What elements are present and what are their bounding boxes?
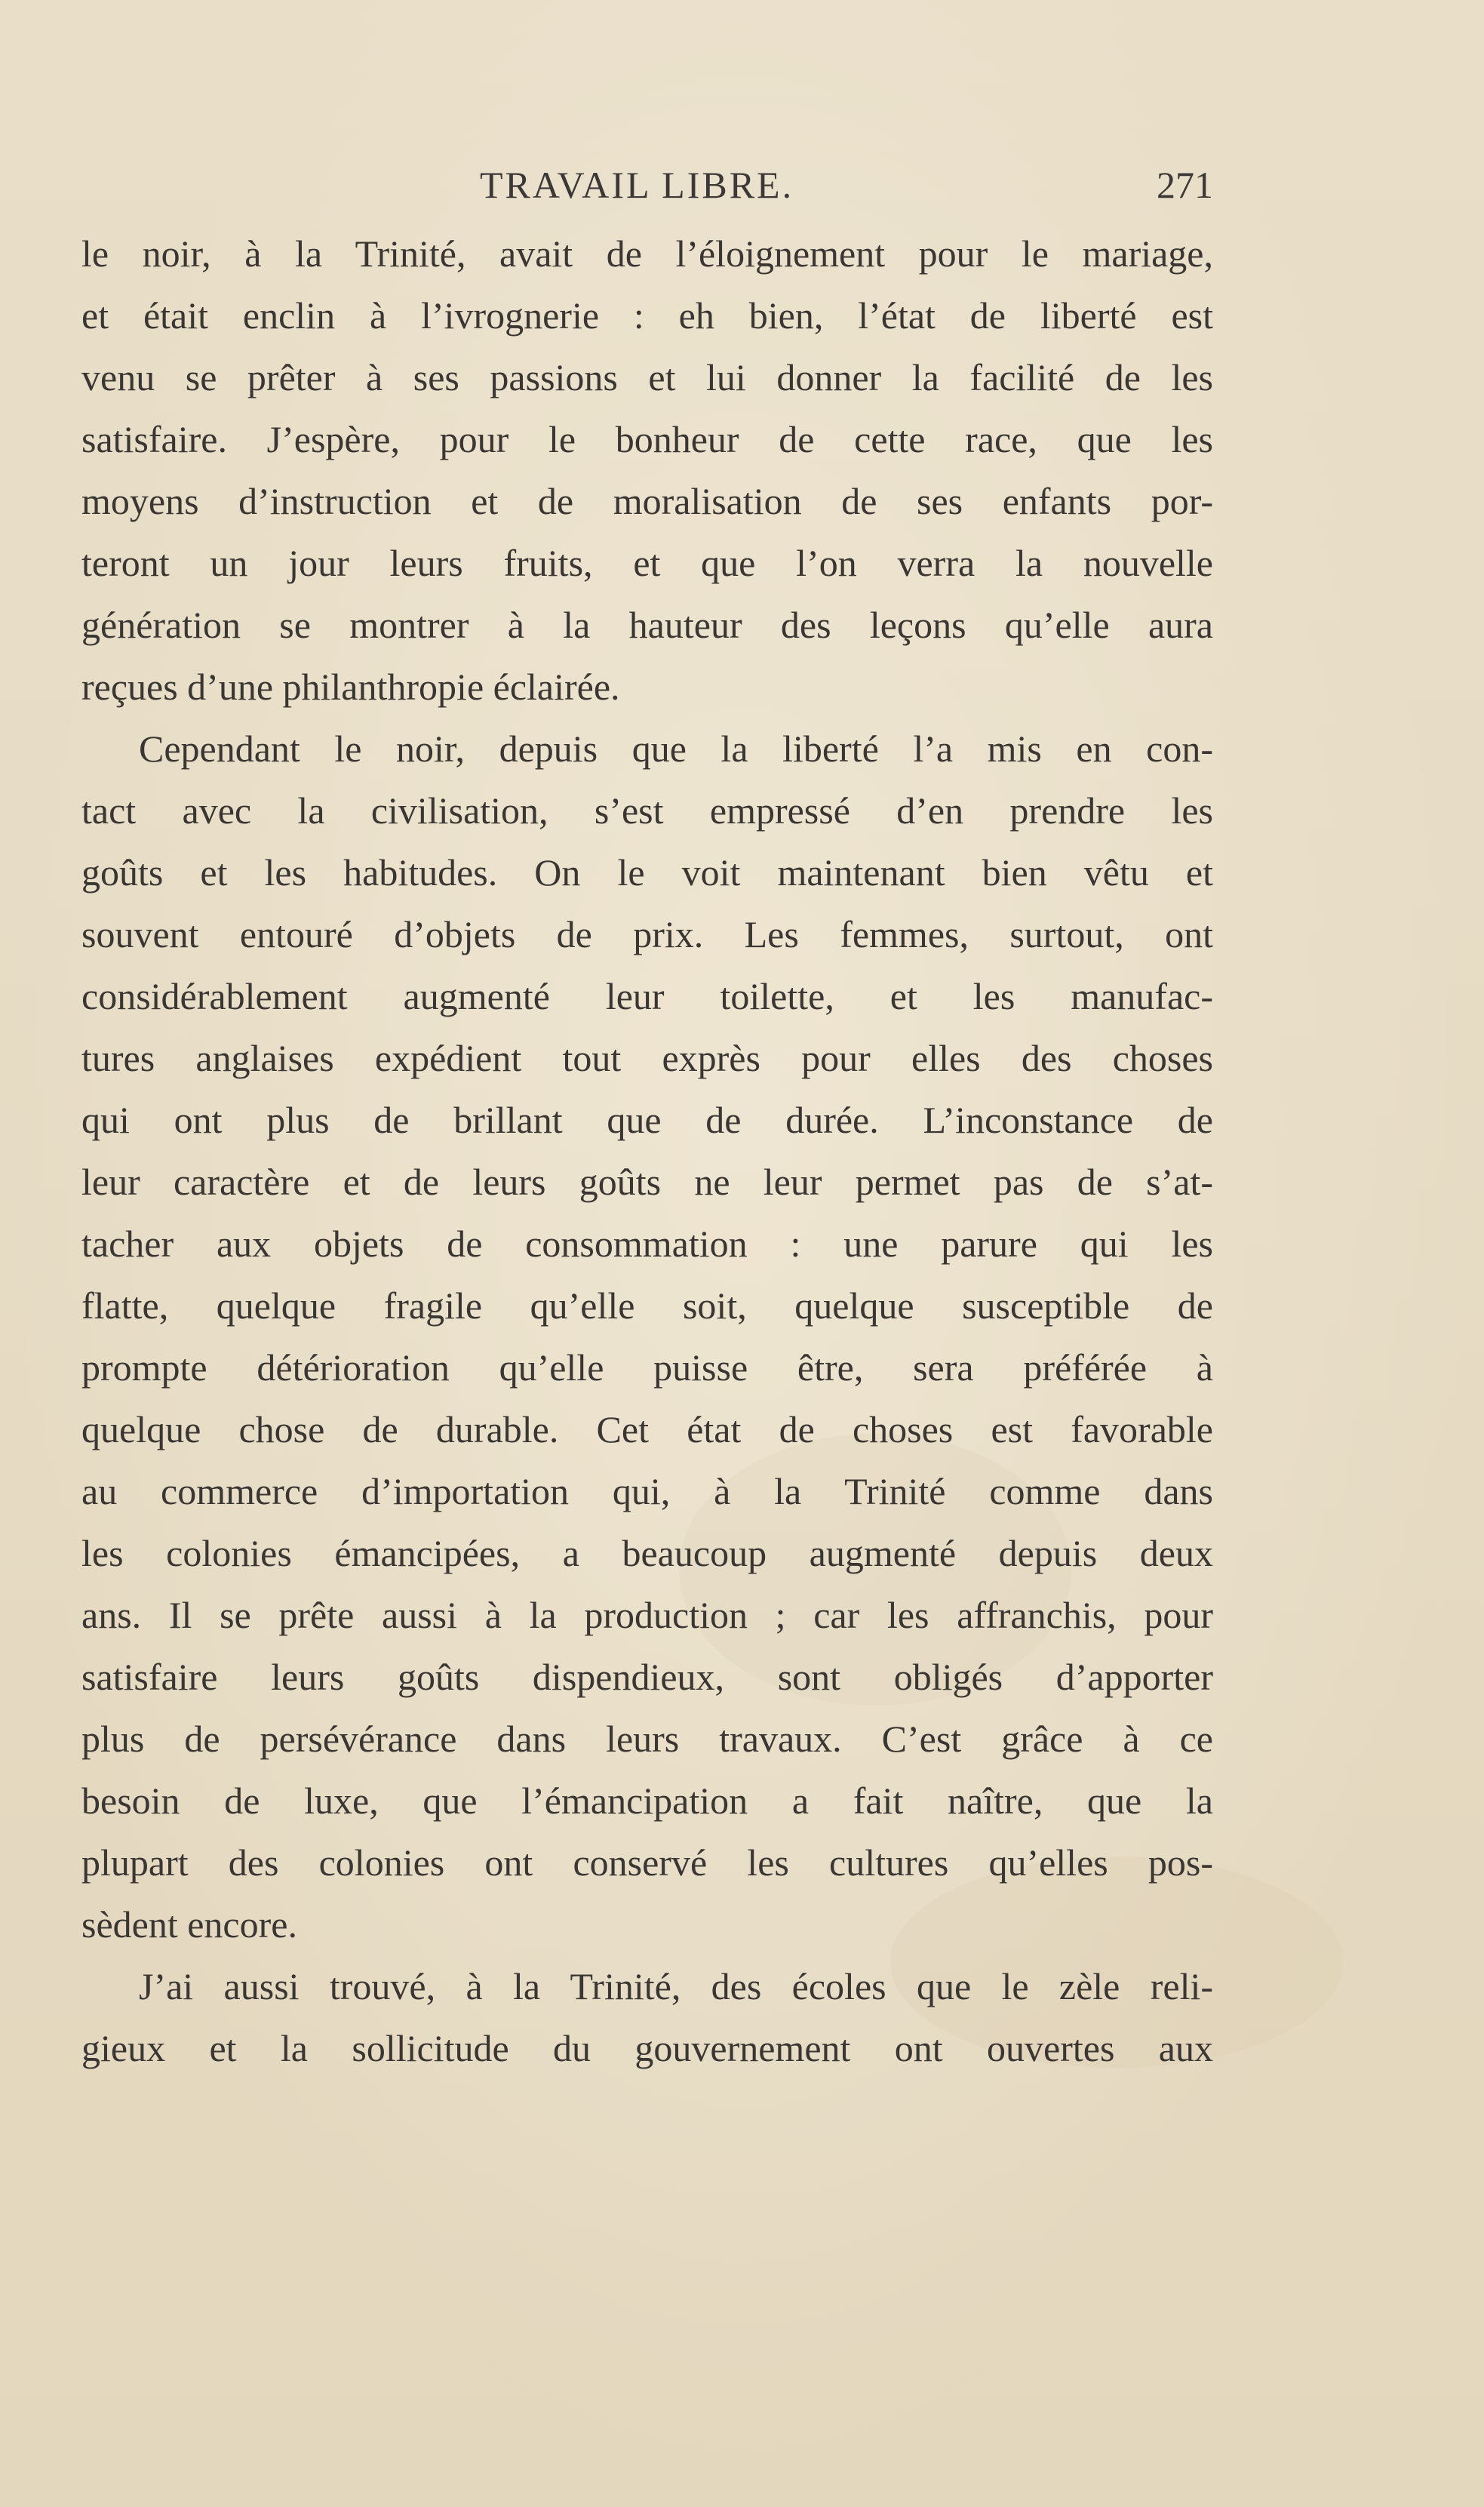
text-line: reçues d’une philanthropie éclairée. <box>81 666 620 708</box>
text-line: gieux et la sollicitude du gouvernement ont ouvertes aux <box>81 2027 1213 2069</box>
text-line: ans. Il se prête aussi à la production ; car les affranchis, pour <box>81 1594 1213 1636</box>
text-line: J’ai aussi trouvé, à la Trinité, des écoles que le zèle reli- <box>139 1965 1213 2007</box>
text-line: et était enclin à l’ivrognerie : eh bien, l’état de liberté est <box>81 294 1213 337</box>
text-line: teront un jour leurs fruits, et que l’on verra la nouvelle <box>81 542 1213 584</box>
text-line: quelque chose de durable. Cet état de choses est favorable <box>81 1408 1213 1450</box>
text-line: plus de persévérance dans leurs travaux. C’est grâce à ce <box>81 1718 1213 1760</box>
paragraph <box>81 223 1213 718</box>
text-line: le noir, à la Trinité, avait de l’éloignement pour le mariage, <box>81 232 1213 275</box>
text-line: considérablement augmenté leur toilette, et les manufac- <box>81 975 1213 1017</box>
paragraph <box>81 1955 1213 2079</box>
text-line: génération se montrer à la hauteur des leçons qu’elle aura <box>81 604 1213 646</box>
running-head: TRAVAIL LIBRE. <box>480 164 794 206</box>
text-line: satisfaire. J’espère, pour le bonheur de cette race, que les <box>81 418 1213 460</box>
text-line: venu se prêter à ses passions et lui donner la facilité de les <box>81 356 1213 398</box>
text-line: tures anglaises expédient tout exprès pour elles des choses <box>81 1037 1213 1079</box>
text-line: besoin de luxe, que l’émancipation a fait naître, que la <box>81 1780 1213 1822</box>
body-text <box>81 223 1213 2079</box>
text-line: satisfaire leurs goûts dispendieux, sont obligés d’apporter <box>81 1656 1213 1698</box>
page-number: 271 <box>1157 164 1213 206</box>
paragraph <box>81 718 1213 1955</box>
text-line: goûts et les habitudes. On le voit maintenant bien vêtu et <box>81 851 1213 894</box>
text-line: Cependant le noir, depuis que la liberté l’a mis en con- <box>139 727 1213 770</box>
text-line: leur caractère et de leurs goûts ne leur permet pas de s’at- <box>81 1161 1213 1203</box>
text-line: sèdent encore. <box>81 1903 297 1946</box>
text-line: tact avec la civilisation, s’est empressé d’en prendre les <box>81 789 1213 832</box>
text-line: souvent entouré d’objets de prix. Les femmes, surtout, ont <box>81 913 1213 955</box>
text-line: au commerce d’importation qui, à la Trinité comme dans <box>81 1470 1213 1512</box>
text-line: flatte, quelque fragile qu’elle soit, quelque susceptible de <box>81 1284 1213 1327</box>
page-header <box>81 163 1213 216</box>
text-line: plupart des colonies ont conservé les cultures qu’elles pos- <box>81 1841 1213 1884</box>
text-line: prompte détérioration qu’elle puisse être, sera préférée à <box>81 1346 1213 1389</box>
text-line: qui ont plus de brillant que de durée. L’inconstance de <box>81 1099 1213 1141</box>
text-line: les colonies émancipées, a beaucoup augmenté depuis deux <box>81 1532 1213 1574</box>
text-line: tacher aux objets de consommation : une parure qui les <box>81 1223 1213 1265</box>
text-line: moyens d’instruction et de moralisation de ses enfants por- <box>81 480 1213 522</box>
